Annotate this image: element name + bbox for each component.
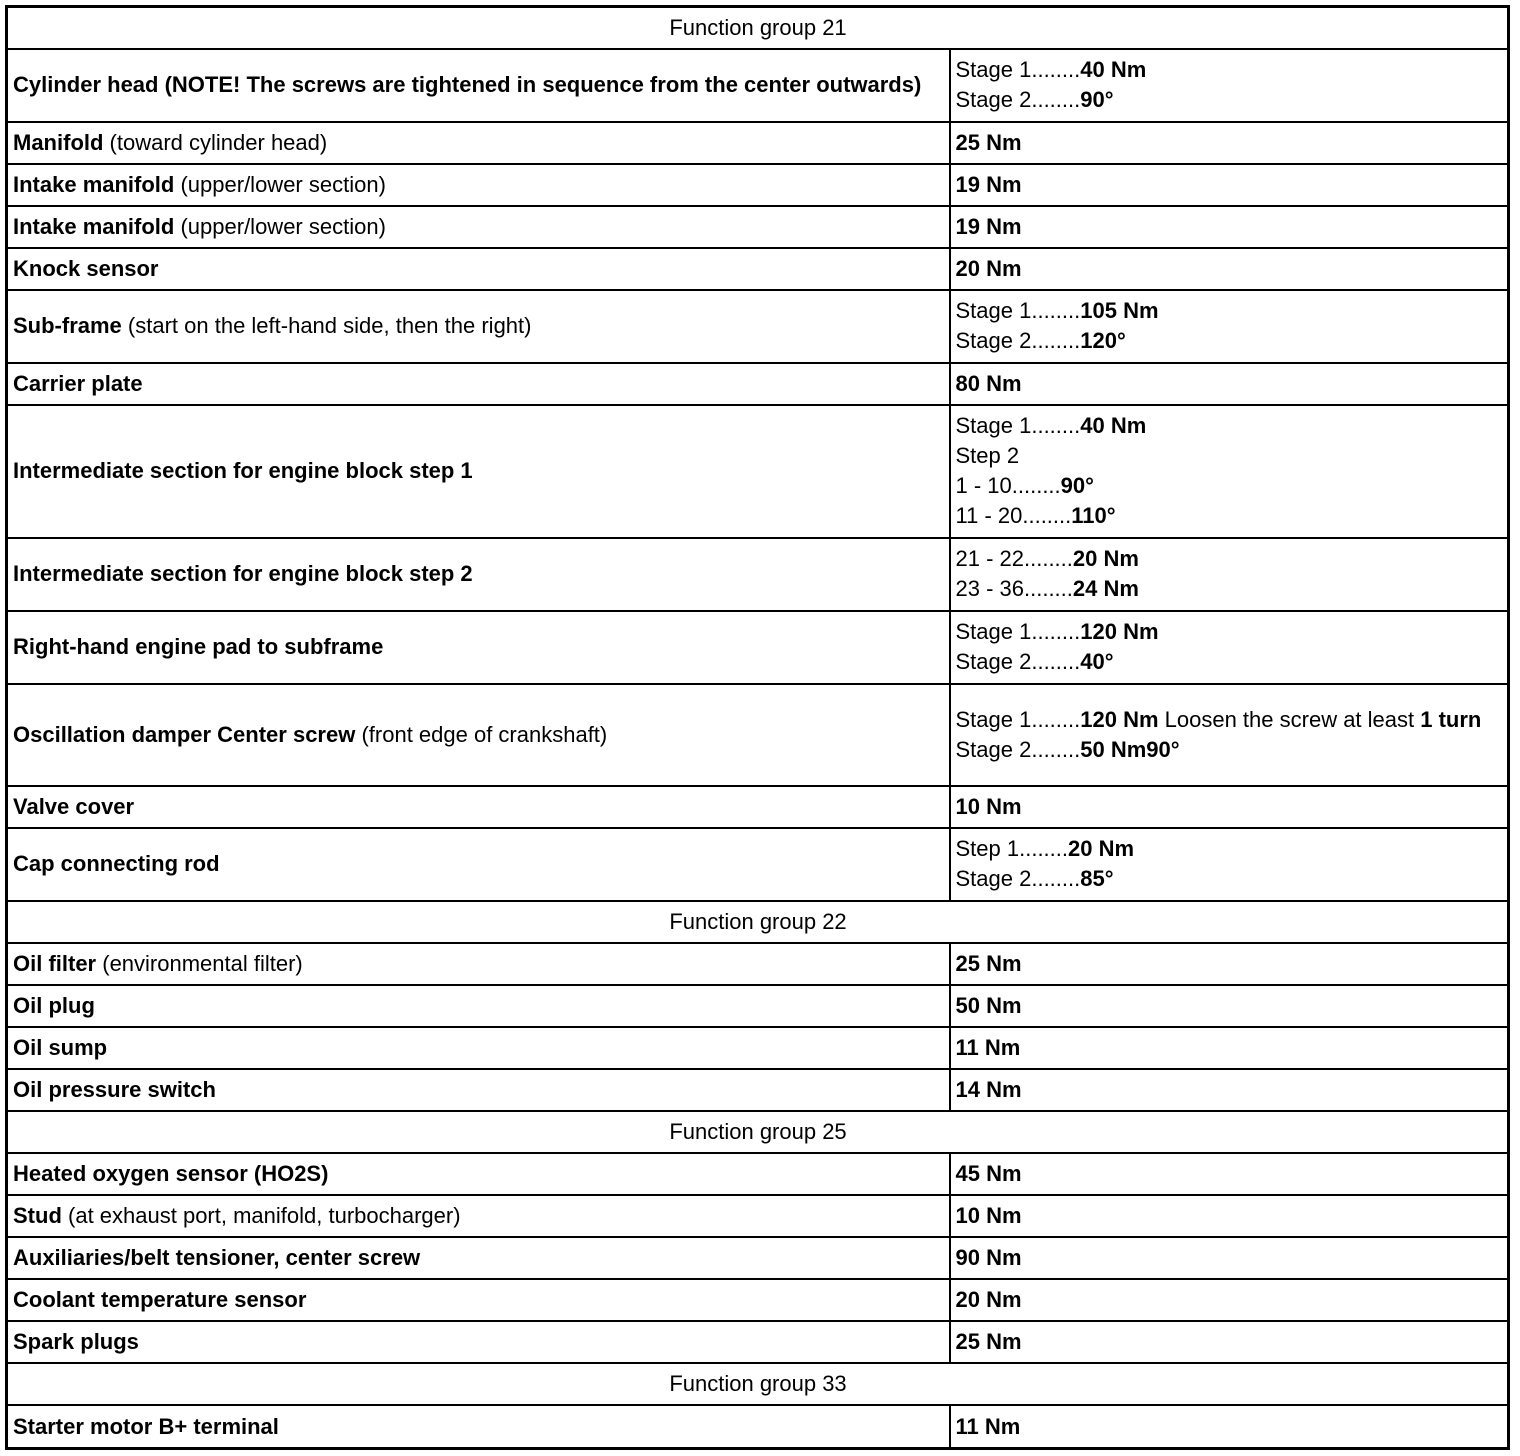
value-line <box>956 501 1504 531</box>
bold-text: 90° <box>1080 87 1114 113</box>
value-line <box>956 705 1504 735</box>
value-line <box>956 170 1504 200</box>
text: Loosen the screw at least <box>1158 706 1421 732</box>
table-body <box>7 7 1509 1449</box>
component-cell <box>7 1069 950 1111</box>
torque-value-cell <box>950 786 1509 828</box>
bold-text: 19 Nm <box>955 213 1022 239</box>
value-line <box>956 792 1504 822</box>
torque-value-cell <box>950 611 1509 684</box>
bold-text: 120 Nm <box>1080 706 1159 732</box>
value-line <box>956 254 1504 284</box>
table-row <box>7 1153 1509 1195</box>
text: Stage 2........ <box>955 649 1081 675</box>
function-group-title: Function group 25 <box>7 1111 1509 1153</box>
value-line <box>956 1075 1504 1105</box>
bold-text: Manifold <box>13 129 104 155</box>
torque-value-cell <box>950 1153 1509 1195</box>
table-row <box>7 786 1509 828</box>
table-row <box>7 828 1509 901</box>
text: Stage 2........ <box>955 87 1081 113</box>
table-row <box>7 290 1509 363</box>
torque-value-cell <box>950 684 1509 786</box>
bold-text: 90° <box>1060 473 1094 499</box>
torque-value-cell <box>950 1279 1509 1321</box>
text: (front edge of crankshaft) <box>355 721 608 747</box>
text: (upper/lower section) <box>174 213 386 239</box>
text: Stage 1........ <box>955 619 1081 645</box>
table-row <box>7 363 1509 405</box>
bold-text: 20 Nm <box>955 1287 1022 1313</box>
component-cell <box>7 985 950 1027</box>
text: (toward cylinder head) <box>103 129 328 155</box>
component-cell <box>7 828 950 901</box>
text: Stage 1........ <box>955 706 1081 732</box>
bold-text: Starter motor B+ terminal <box>13 1413 279 1439</box>
text: (at exhaust port, manifold, turbocharger) <box>61 1203 461 1229</box>
bold-text: 11 Nm <box>955 1035 1021 1061</box>
value-line <box>956 471 1504 501</box>
table-row <box>7 1069 1509 1111</box>
bold-text: 40 Nm <box>1080 57 1147 83</box>
value-line <box>956 369 1504 399</box>
component-cell <box>7 1279 950 1321</box>
torque-value-cell <box>950 985 1509 1027</box>
bold-text: 20 Nm <box>955 255 1022 281</box>
bold-text: Heated oxygen sensor (HO2S) <box>13 1161 329 1187</box>
component-cell <box>7 1237 950 1279</box>
bold-text: Intermediate section for engine block step 2 <box>13 561 473 587</box>
bold-text: 120° <box>1080 328 1126 354</box>
bold-text: Auxiliaries/belt tensioner, center screw <box>13 1245 421 1271</box>
bold-text: 10 Nm <box>955 793 1022 819</box>
component-cell <box>7 1321 950 1363</box>
table-row <box>7 611 1509 684</box>
text: Stage 2........ <box>955 866 1081 892</box>
torque-value-cell <box>950 943 1509 985</box>
bold-text: Cylinder head (NOTE! The screws are tightened in sequence from the center outwards) <box>13 72 922 98</box>
value-line <box>956 55 1504 85</box>
value-line <box>956 1159 1504 1189</box>
component-cell <box>7 1405 950 1448</box>
bold-text: Oil plug <box>13 993 95 1019</box>
table-row <box>7 1279 1509 1321</box>
value-line <box>956 544 1504 574</box>
torque-value-cell <box>950 206 1509 248</box>
torque-value-cell <box>950 49 1509 122</box>
value-line <box>956 617 1504 647</box>
value-line <box>956 949 1504 979</box>
component-cell <box>7 684 950 786</box>
table-row <box>7 684 1509 786</box>
table-row <box>7 1237 1509 1279</box>
bold-text: 25 Nm <box>955 1329 1022 1355</box>
bold-text: Spark plugs <box>13 1329 139 1355</box>
component-cell <box>7 164 950 206</box>
component-cell <box>7 363 950 405</box>
value-line <box>956 864 1504 894</box>
bold-text: 20 Nm <box>1072 546 1139 572</box>
function-group-title: Function group 21 <box>7 7 1509 49</box>
torque-value-cell <box>950 290 1509 363</box>
bold-text: Sub-frame <box>13 313 122 339</box>
component-cell <box>7 122 950 164</box>
text: (start on the left-hand side, then the right) <box>121 313 532 339</box>
value-line <box>956 1033 1504 1063</box>
value-line <box>956 212 1504 242</box>
component-cell <box>7 290 950 363</box>
bold-text: Oscillation damper Center screw <box>13 721 356 747</box>
bold-text: 90 Nm <box>955 1245 1022 1271</box>
torque-value-cell <box>950 405 1509 538</box>
bold-text: 1 turn <box>1420 706 1482 732</box>
bold-text: 110° <box>1071 503 1116 529</box>
table-row <box>7 943 1509 985</box>
component-cell <box>7 1027 950 1069</box>
value-line <box>956 326 1504 356</box>
function-group-title: Function group 22 <box>7 901 1509 943</box>
bold-text: Coolant temperature sensor <box>13 1287 307 1313</box>
component-cell <box>7 611 950 684</box>
value-line <box>956 574 1504 604</box>
torque-value-cell <box>950 1321 1509 1363</box>
bold-text: Oil sump <box>13 1035 108 1061</box>
table-row <box>7 1195 1509 1237</box>
table-row <box>7 49 1509 122</box>
bold-text: Oil filter <box>13 951 97 976</box>
torque-value-cell <box>950 1027 1509 1069</box>
table-row <box>7 248 1509 290</box>
bold-text: 11 Nm <box>955 1413 1021 1439</box>
bold-text: Valve cover <box>13 793 135 819</box>
bold-text: Stud <box>13 1203 62 1229</box>
text: Step 1........ <box>955 836 1069 862</box>
text: 1 - 10........ <box>955 473 1061 499</box>
function-group-title: Function group 33 <box>7 1363 1509 1405</box>
table-row <box>7 164 1509 206</box>
bold-text: 19 Nm <box>955 171 1022 197</box>
bold-text: 25 Nm <box>955 951 1022 976</box>
value-line <box>956 1285 1504 1315</box>
function-group-header-row <box>7 1363 1509 1405</box>
value-line <box>956 85 1504 115</box>
value-line <box>956 411 1504 441</box>
bold-text: 45 Nm <box>955 1161 1022 1187</box>
bold-text: 80 Nm <box>955 370 1022 396</box>
value-line <box>956 296 1504 326</box>
table-row <box>7 206 1509 248</box>
torque-specification-table <box>5 5 1510 1450</box>
component-cell <box>7 786 950 828</box>
component-cell <box>7 405 950 538</box>
table-row <box>7 1321 1509 1363</box>
torque-value-cell <box>950 248 1509 290</box>
torque-value-cell <box>950 122 1509 164</box>
value-line <box>956 441 1504 471</box>
bold-text: 24 Nm <box>1072 576 1139 602</box>
table-row <box>7 1027 1509 1069</box>
function-group-header-row <box>7 7 1509 49</box>
bold-text: Oil pressure switch <box>13 1077 216 1103</box>
value-line <box>956 991 1504 1021</box>
bold-text: 50 Nm90° <box>1080 736 1180 762</box>
text: Stage 1........ <box>955 413 1081 439</box>
bold-text: Intake manifold <box>13 171 175 197</box>
text: (upper/lower section) <box>174 171 386 197</box>
bold-text: 50 Nm <box>955 993 1022 1019</box>
text: (environmental filter) <box>96 951 303 976</box>
torque-value-cell <box>950 828 1509 901</box>
torque-value-cell <box>950 164 1509 206</box>
text: 21 - 22........ <box>955 546 1073 572</box>
value-line <box>956 735 1504 765</box>
bold-text: 14 Nm <box>955 1077 1022 1103</box>
torque-value-cell <box>950 1195 1509 1237</box>
text: 23 - 36........ <box>955 576 1073 602</box>
text: Step 2 <box>955 443 1020 469</box>
bold-text: Right-hand engine pad to subframe <box>13 634 384 660</box>
bold-text: 40° <box>1080 649 1114 675</box>
value-line <box>956 1412 1504 1442</box>
bold-text: 25 Nm <box>955 129 1022 155</box>
value-line <box>956 834 1504 864</box>
component-cell <box>7 943 950 985</box>
component-cell <box>7 1195 950 1237</box>
bold-text: Carrier plate <box>13 370 143 396</box>
torque-value-cell <box>950 363 1509 405</box>
bold-text: Intermediate section for engine block step 1 <box>13 458 473 484</box>
value-line <box>956 1327 1504 1357</box>
component-cell <box>7 1153 950 1195</box>
table-row <box>7 405 1509 538</box>
text: Stage 1........ <box>955 57 1081 83</box>
value-line <box>956 128 1504 158</box>
bold-text: 20 Nm <box>1068 836 1135 862</box>
bold-text: Cap connecting rod <box>13 851 220 877</box>
bold-text: 105 Nm <box>1080 298 1159 324</box>
text: Stage 2........ <box>955 328 1081 354</box>
component-cell <box>7 248 950 290</box>
text: Stage 2........ <box>955 736 1081 762</box>
bold-text: 10 Nm <box>955 1203 1022 1229</box>
value-line <box>956 647 1504 677</box>
torque-value-cell <box>950 1069 1509 1111</box>
torque-value-cell <box>950 1405 1509 1448</box>
bold-text: 120 Nm <box>1080 619 1159 645</box>
bold-text: Intake manifold <box>13 213 175 239</box>
component-cell <box>7 206 950 248</box>
table-row <box>7 985 1509 1027</box>
function-group-header-row <box>7 1111 1509 1153</box>
table-row <box>7 538 1509 611</box>
bold-text: Knock sensor <box>13 255 159 281</box>
table-row <box>7 1405 1509 1448</box>
table-row <box>7 122 1509 164</box>
value-line <box>956 1201 1504 1231</box>
component-cell <box>7 49 950 122</box>
torque-value-cell <box>950 538 1509 611</box>
component-cell <box>7 538 950 611</box>
text: 11 - 20........ <box>955 503 1072 529</box>
torque-value-cell <box>950 1237 1509 1279</box>
function-group-header-row <box>7 901 1509 943</box>
bold-text: 40 Nm <box>1080 413 1147 439</box>
bold-text: 85° <box>1080 866 1114 892</box>
text: Stage 1........ <box>955 298 1081 324</box>
value-line <box>956 1243 1504 1273</box>
